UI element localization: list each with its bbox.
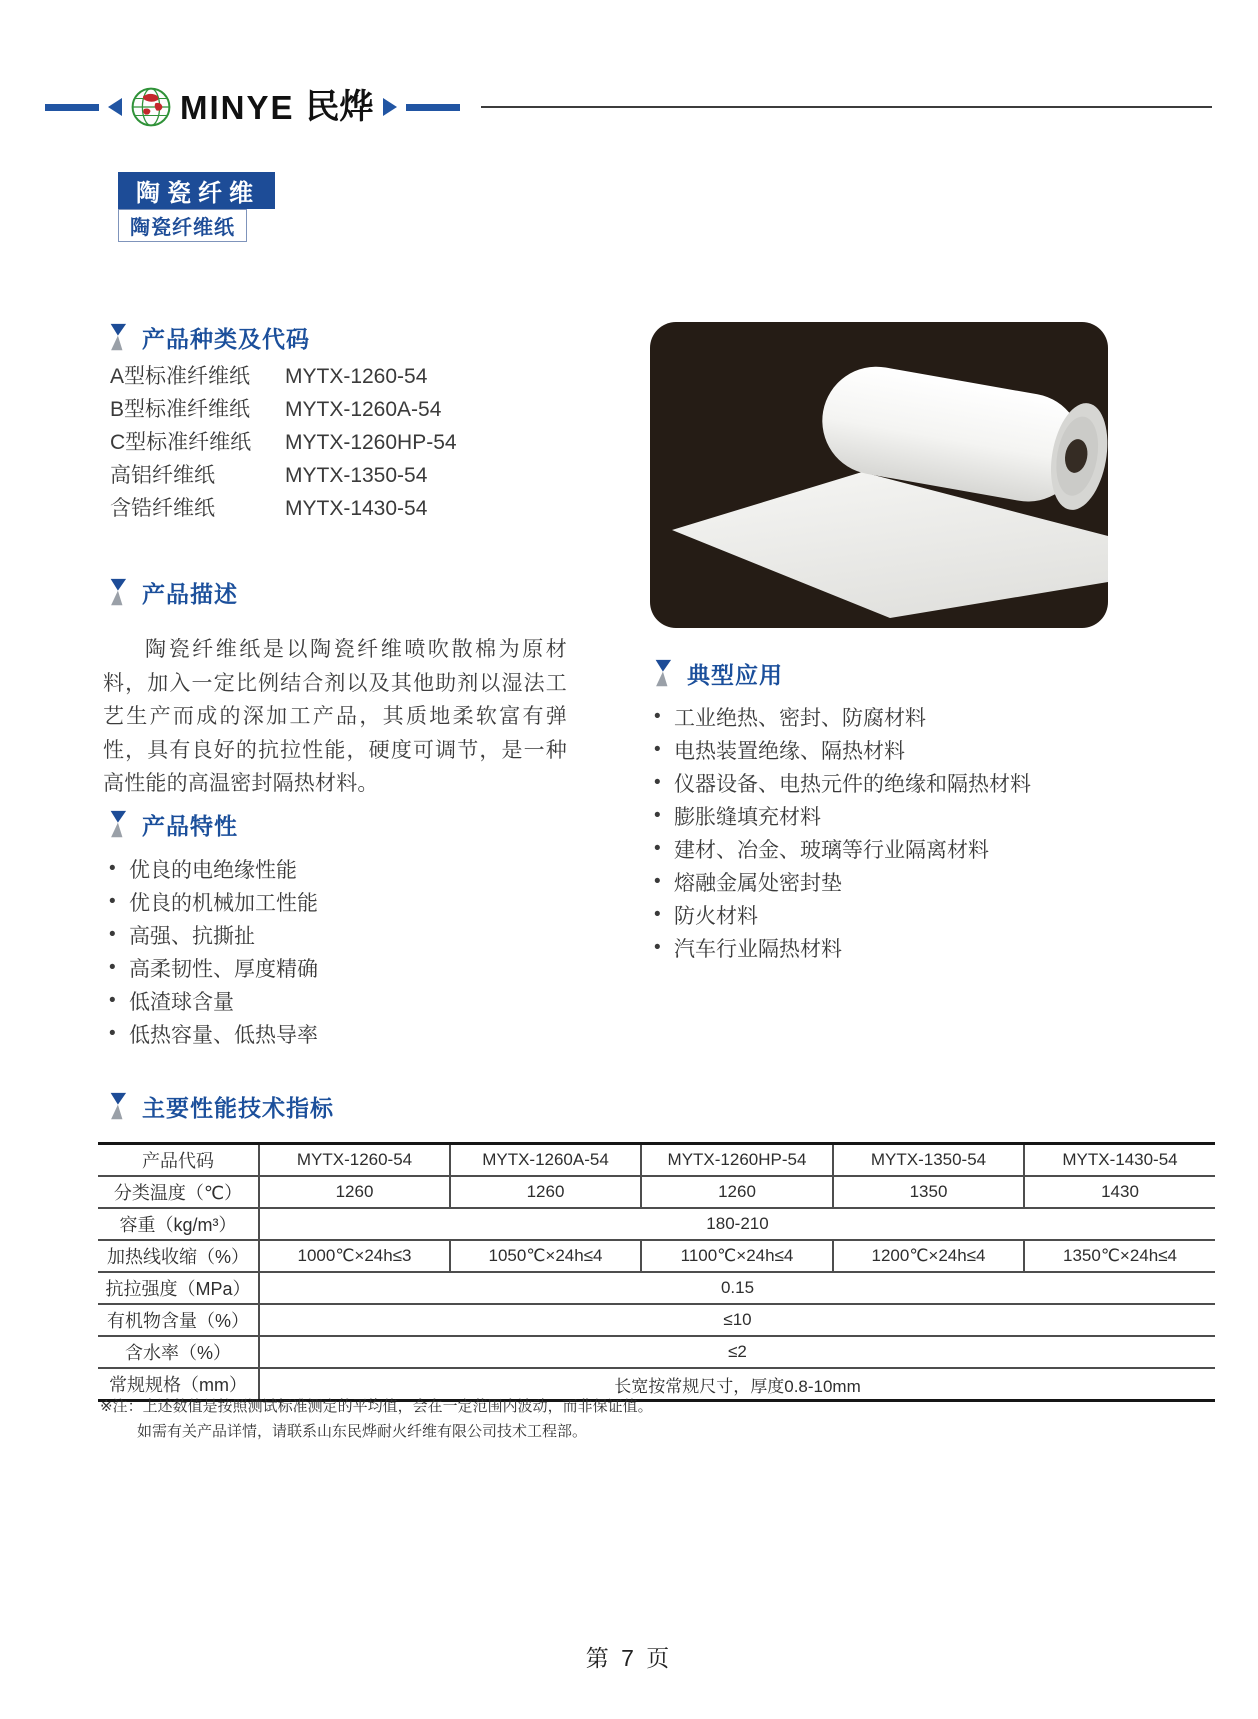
list-item: • 仪器设备、电热元件的绝缘和隔热材料 (652, 768, 1031, 801)
list-item (110, 492, 457, 525)
features-list (107, 854, 318, 1052)
product-name: 含锆纤维纸 (110, 497, 215, 520)
footnotes (100, 1394, 653, 1444)
list-item (110, 426, 457, 459)
specs-table (98, 1142, 1215, 1402)
row-label: 有机物含量（%） (98, 1304, 259, 1336)
cell: MYTX-1260A-54 (450, 1144, 641, 1177)
row-label: 加热线收缩（%） (98, 1240, 259, 1272)
section-title: 产品描述 (142, 581, 238, 607)
product-code: MYTX-1430-54 (285, 497, 428, 520)
product-name: C型标准纤维纸 (110, 431, 252, 454)
product-code: MYTX-1260A-54 (285, 398, 442, 421)
row-label: 含水率（%） (98, 1336, 259, 1368)
cell: 0.15 (259, 1272, 1215, 1304)
row-label: 分类温度（℃） (98, 1176, 259, 1208)
section-flag-icon (107, 578, 127, 607)
section-header-description (107, 576, 238, 609)
brand-name-en: MINYE (180, 88, 295, 126)
list-item: • 膨胀缝填充材料 (652, 801, 1031, 834)
cell: 1000℃×24h≤3 (259, 1240, 450, 1272)
list-item: • 低渣球含量 (107, 986, 318, 1019)
right-dash (406, 104, 460, 111)
product-code: MYTX-1260HP-54 (285, 431, 457, 454)
table-row (98, 1336, 1215, 1368)
list-item: • 电热装置绝缘、隔热材料 (652, 735, 1031, 768)
section-header-specs (107, 1090, 334, 1123)
table-row (98, 1304, 1215, 1336)
section-title: 产品种类及代码 (142, 326, 310, 352)
list-item: • 工业绝热、密封、防腐材料 (652, 702, 1031, 735)
list-item: • 汽车行业隔热材料 (652, 933, 1031, 966)
list-item: • 防火材料 (652, 900, 1031, 933)
section-flag-icon (107, 810, 127, 839)
brand-bar (45, 86, 1212, 128)
table-row (98, 1240, 1215, 1272)
section-header-features (107, 808, 238, 841)
right-arrow-icon (383, 98, 397, 116)
list-item: • 优良的机械加工性能 (107, 887, 318, 920)
left-arrow-icon (108, 98, 122, 116)
table-row (98, 1208, 1215, 1240)
cell: 1260 (259, 1176, 450, 1208)
section-header-applications (652, 657, 783, 690)
table-row (98, 1272, 1215, 1304)
header-rule (481, 106, 1212, 108)
cell: 长宽按常规尺寸，厚度0.8-10mm (259, 1368, 1215, 1401)
section-flag-icon (652, 659, 672, 688)
section-flag-icon (107, 1092, 127, 1121)
list-item (110, 459, 457, 492)
cell: 1350 (833, 1176, 1024, 1208)
left-dash (45, 104, 99, 111)
list-item: • 建材、冶金、玻璃等行业隔离材料 (652, 834, 1031, 867)
row-label: 抗拉强度（MPa） (98, 1272, 259, 1304)
list-item (110, 360, 457, 393)
section-title: 产品特性 (142, 813, 238, 839)
note-line: ※注：上述数值是按照测试标准测定的平均值，会在一定范围内波动，而非保证值。 (100, 1398, 653, 1415)
cell: MYTX-1350-54 (833, 1144, 1024, 1177)
product-title: 陶瓷纤维纸 (118, 209, 247, 242)
list-item: • 熔融金属处密封垫 (652, 867, 1031, 900)
product-name: B型标准纤维纸 (110, 398, 251, 421)
product-code: MYTX-1260-54 (285, 365, 428, 388)
product-description: 陶瓷纤维纸是以陶瓷纤维喷吹散棉为原材料，加入一定比例结合剂以及其他助剂以湿法工艺生产而成的深加工产品，其质地柔软富有弹性，具有良好的抗拉性能，硬度可调节，是一种高性能的高温密封隔热材料。 (103, 638, 567, 795)
cell: 1050℃×24h≤4 (450, 1240, 641, 1272)
cell: 1260 (641, 1176, 833, 1208)
section-header-codes (107, 321, 310, 354)
globe-icon (131, 87, 171, 127)
cell: 1350℃×24h≤4 (1024, 1240, 1215, 1272)
section-title: 主要性能技术指标 (142, 1095, 334, 1121)
product-codes-list (110, 360, 457, 525)
list-item: • 高柔韧性、厚度精确 (107, 953, 318, 986)
cell: ≤10 (259, 1304, 1215, 1336)
cell: MYTX-1430-54 (1024, 1144, 1215, 1177)
brand-name-cn: 民烨 (305, 88, 374, 126)
section-title: 典型应用 (687, 662, 783, 688)
product-code: MYTX-1350-54 (285, 464, 428, 487)
row-label: 容重（kg/m³） (98, 1208, 259, 1240)
cell: ≤2 (259, 1336, 1215, 1368)
list-item: • 低热容量、低热导率 (107, 1019, 318, 1052)
product-name: 高铝纤维纸 (110, 464, 215, 487)
cell: 1430 (1024, 1176, 1215, 1208)
cell: MYTX-1260HP-54 (641, 1144, 833, 1177)
row-label: 产品代码 (98, 1144, 259, 1177)
category-title: 陶瓷纤维 (118, 172, 275, 209)
cell: 1200℃×24h≤4 (833, 1240, 1024, 1272)
note-line: 如需有关产品详情，请联系山东民烨耐火纤维有限公司技术工程部。 (137, 1423, 588, 1440)
product-photo (650, 322, 1108, 628)
cell: 1260 (450, 1176, 641, 1208)
list-item: • 优良的电绝缘性能 (107, 854, 318, 887)
table-row (98, 1144, 1215, 1177)
applications-list (652, 702, 1031, 966)
list-item (110, 393, 457, 426)
list-item: • 高强、抗撕扯 (107, 920, 318, 953)
cell: 1100℃×24h≤4 (641, 1240, 833, 1272)
section-flag-icon (107, 323, 127, 352)
cell: 180-210 (259, 1208, 1215, 1240)
cell: MYTX-1260-54 (296, 1150, 413, 1169)
page-number: 第 7 页 (585, 1645, 673, 1671)
row-label: 常规规格（mm） (98, 1368, 259, 1401)
table-row (98, 1176, 1215, 1208)
product-name: A型标准纤维纸 (110, 365, 251, 388)
